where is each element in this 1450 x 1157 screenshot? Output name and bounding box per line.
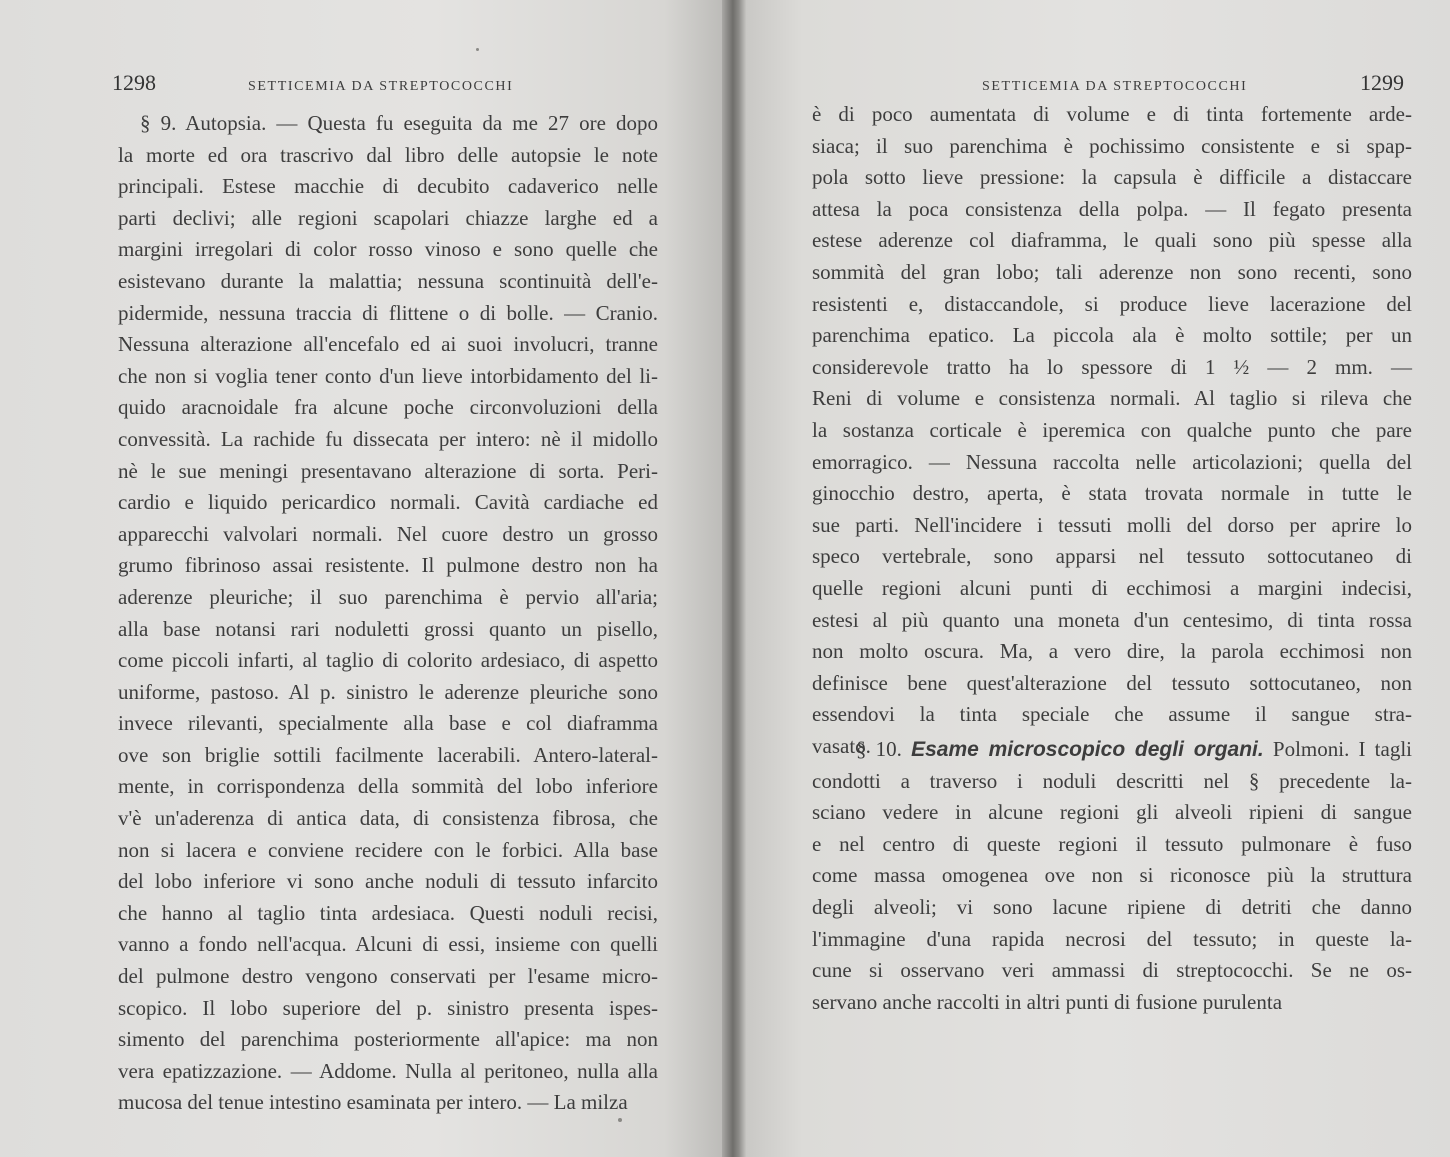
book-gutter: [722, 0, 746, 1157]
right-running-head: SETTICEMIA DA STREPTOCOCCHI: [982, 79, 1248, 94]
text-line: quido aracnoidale fra alcune poche circonvoluzioni della: [118, 395, 658, 420]
text-line: convessità. La rachide fu dissecata per intero: nè il midollo: [118, 426, 658, 451]
text-line: v'è un'aderenza di antica data, di consistenza fibrosa, che: [118, 806, 658, 831]
paper-speck: [618, 1118, 622, 1122]
text-line: ove son briglie sottili facilmente lacerabili. Antero-lateral-: [118, 742, 658, 767]
text-line: sommità del gran lobo; tali aderenze non sono recenti, sono: [812, 259, 1412, 284]
section-10-heading-rest: Polmoni. I tagli: [1263, 737, 1413, 761]
left-page: [0, 0, 722, 1157]
text-line: aderenze pleuriche; il suo parenchima è pervio all'aria;: [118, 584, 658, 609]
left-page-number: 1298: [112, 70, 156, 95]
text-line: mucosa del tenue intestino esaminata per intero. — La milza: [118, 1090, 628, 1115]
text-line: vanno a fondo nell'acqua. Alcuni di essi, insieme con quelli: [118, 932, 658, 957]
text-line: è di poco aumentata di volume e di tinta fortemente arde-: [812, 102, 1412, 126]
section-10-number: § 10.: [856, 737, 912, 761]
text-line: sciano vedere in alcune regioni gli alveoli ripieni di sangue: [812, 800, 1412, 825]
right-page: [746, 0, 1450, 1157]
section-10-heading-line: [856, 734, 1412, 766]
text-line: uniforme, pastoso. Al p. sinistro le aderenze pleuriche sono: [118, 679, 658, 704]
text-line: simento del parenchima posteriormente all'apice: ma non: [118, 1027, 658, 1052]
text-line: parti declivi; alle regioni scapolari chiazze larghe ed a: [118, 205, 658, 230]
text-line: vasato.: [812, 733, 871, 758]
text-line: esistevano durante la malattia; nessuna scontinuità dell'e-: [118, 268, 658, 293]
text-line: non molto oscura. Ma, a vero dire, la parola ecchimosi non: [812, 639, 1412, 664]
text-line: come piccoli infarti, al taglio di colorito ardesiaco, di aspetto: [118, 648, 658, 673]
text-line: la sostanza corticale è iperemica con qualche punto che pare: [812, 417, 1412, 442]
section-10-title: Esame microscopico degli organi.: [911, 738, 1264, 761]
left-page-text: [118, 108, 658, 1119]
right-page-number: 1299: [1360, 70, 1404, 95]
text-line: pidermide, nessuna traccia di flittene o di bolle. — Cranio.: [118, 300, 658, 325]
left-page-header: [112, 70, 672, 96]
text-line: speco vertebrale, sono apparsi nel tessuto sottocutaneo di: [812, 544, 1412, 569]
text-line: siaca; il suo parenchima è pochissimo consistente e si spap-: [812, 133, 1412, 158]
text-line: e nel centro di queste regioni il tessuto pulmonare è fuso: [812, 831, 1412, 856]
text-line: considerevole tratto ha lo spessore di 1 ½ — 2 mm. —: [812, 354, 1412, 379]
text-line: pola sotto lieve pressione: la capsula è difficile a distaccare: [812, 165, 1412, 190]
text-line: Nessuna alterazione all'encefalo ed ai suoi involucri, tranne: [118, 332, 658, 357]
left-running-head: SETTICEMIA DA STREPTOCOCCHI: [248, 79, 514, 94]
text-line: scopico. Il lobo superiore del p. sinistro presenta ispes-: [118, 995, 658, 1020]
text-line: degli alveoli; vi sono lacune ripiene di detriti che danno: [812, 894, 1412, 919]
text-line: apparecchi valvolari normali. Nel cuore destro un grosso: [118, 521, 658, 546]
text-line: attesa la poca consistenza della polpa. — Il fegato presenta: [812, 196, 1412, 221]
text-line: condotti a traverso i noduli descritti nel § precedente la-: [812, 768, 1412, 793]
text-line: Reni di volume e consistenza normali. Al taglio si rileva che: [812, 386, 1412, 411]
text-line: del pulmone destro vengono conservati per l'esame micro-: [118, 964, 658, 989]
right-page-paragraph-1: [812, 99, 1412, 762]
text-line: la morte ed ora trascrivo dal libro delle autopsie le note: [118, 142, 658, 167]
right-page-header: [982, 70, 1404, 96]
right-page-section-10: [812, 734, 1412, 1018]
text-line: nè le sue meningi presentavano alterazione di sorta. Peri-: [118, 458, 658, 483]
text-line: resistenti e, distaccandole, si produce lieve lacerazione del: [812, 291, 1412, 316]
text-line: che hanno al taglio tinta ardesiaca. Questi noduli recisi,: [118, 900, 658, 925]
text-line: quelle regioni alcuni punti di ecchimosi a margini indecisi,: [812, 575, 1412, 600]
text-line: emorragico. — Nessuna raccolta nelle articolazioni; quella del: [812, 449, 1412, 474]
text-line: margini irregolari di color rosso vinoso e sono quelle che: [118, 237, 658, 262]
text-line: non si lacera e conviene recidere con le forbici. Alla base: [118, 837, 658, 862]
text-line: § 9. Autopsia. — Questa fu eseguita da me 27 ore dopo: [140, 111, 658, 135]
text-line: cardio e liquido pericardico normali. Cavità cardiache ed: [118, 490, 658, 515]
text-line: estesi al più quanto una moneta d'un centesimo, di tinta rossa: [812, 607, 1412, 632]
text-line: come massa omogenea ove non si riconosce più la struttura: [812, 863, 1412, 888]
text-line: principali. Estese macchie di decubito cadaverico nelle: [118, 174, 658, 199]
text-line: essendovi la tinta speciale che assume il sangue stra-: [812, 702, 1412, 727]
text-line: servano anche raccolti in altri punti di fusione purulenta: [812, 989, 1283, 1014]
text-line: mente, in corrispondenza della sommità del lobo inferiore: [118, 774, 658, 799]
text-line: che non si voglia tener conto d'un lieve intorbidamento del li-: [118, 363, 658, 388]
text-line: cune si osservano veri ammassi di streptococchi. Se ne os-: [812, 958, 1412, 983]
text-line: del lobo inferiore vi sono anche noduli di tessuto infarcito: [118, 869, 658, 894]
text-line: estese aderenze col diaframma, le quali sono più spesse alla: [812, 228, 1412, 253]
text-line: vera epatizzazione. — Addome. Nulla al peritoneo, nulla alla: [118, 1058, 658, 1083]
text-line: sue parti. Nell'incidere i tessuti molli del dorso per aprire lo: [812, 512, 1412, 537]
text-line: l'immagine d'una rapida necrosi del tessuto; in queste la-: [812, 926, 1412, 951]
text-line: alla base notansi rari noduletti grossi quanto un pisello,: [118, 616, 658, 641]
text-line: definisce bene quest'alterazione del tessuto sottocutaneo, non: [812, 670, 1412, 695]
text-line: parenchima epatico. La piccola ala è molto sottile; per un: [812, 323, 1412, 348]
paper-speck: [476, 48, 479, 51]
text-line: invece rilevanti, specialmente alla base e col diaframma: [118, 711, 658, 736]
text-line: grumo fibrinoso assai resistente. Il pulmone destro non ha: [118, 553, 658, 578]
text-line: ginocchio destro, aperta, è stata trovata normale in tutte le: [812, 481, 1412, 506]
